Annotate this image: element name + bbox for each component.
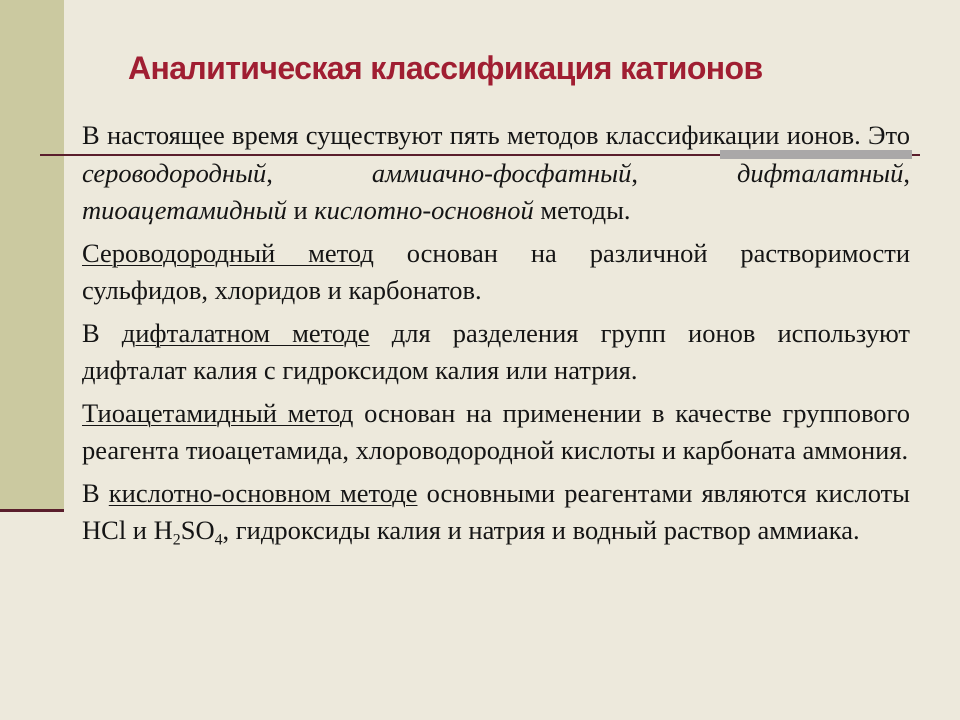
slide-title: Аналитическая классификация катионов <box>128 50 763 86</box>
paragraph-diphthalate-method <box>82 315 910 390</box>
method-name-hydrogen-sulfide: сероводородный <box>82 157 267 188</box>
subscript-4: 4 <box>214 531 223 549</box>
thioacetamide-method-text: основан на применении в качестве группового реагента тиоацетамида, хлороводородной кислоты и карбоната аммония. <box>82 397 911 465</box>
paragraph-overview <box>82 117 910 230</box>
method-name-thioacetamide: тиоацетамидный <box>82 195 287 225</box>
thioacetamide-method-heading: Тиоацетамидный метод <box>82 397 354 428</box>
diphthalate-text-start: В <box>82 317 122 348</box>
acid-base-method-heading: кислотно-основном методе <box>108 477 418 508</box>
method-name-acid-base: кислотно-основной <box>314 195 534 225</box>
separator: и <box>286 195 315 225</box>
slide-body <box>82 117 910 555</box>
subscript-2: 2 <box>172 531 181 549</box>
overview-text-end: методы. <box>533 195 631 225</box>
decorative-sidebar <box>0 0 64 510</box>
diphthalate-method-text: для разделения групп ионов используют дифталат калия с гидроксидом калия или натрия. <box>82 317 911 385</box>
sidebar-divider <box>0 509 64 512</box>
method-name-diphthalate: дифталатный <box>736 157 904 188</box>
acid-base-text-start: В <box>82 477 109 508</box>
acid-base-method-text: основными реагентами являются кислоты HCl и H <box>82 477 910 545</box>
formula-so: SO <box>180 515 215 545</box>
separator: , <box>903 157 911 188</box>
separator: , <box>631 157 737 188</box>
method-name-ammonia-phosphate: аммиачно-фосфатный <box>371 157 632 188</box>
diphthalate-method-heading: дифталатном методе <box>121 317 370 348</box>
hydrogen-sulfide-method-heading: Сероводородный метод <box>82 237 374 268</box>
acid-base-text-end: , гидроксиды калия и натрия и водный раствор аммиака. <box>222 515 860 545</box>
hydrogen-sulfide-method-text: основан на различной растворимости сульфидов, хлоридов и карбонатов. <box>82 237 910 305</box>
paragraph-thioacetamide-method <box>82 395 910 470</box>
paragraph-hydrogen-sulfide-method <box>82 235 910 310</box>
overview-text-start: В настоящее время существуют пять методов классификации ионов. Это <box>82 120 910 150</box>
paragraph-acid-base-method <box>82 475 910 550</box>
separator: , <box>266 157 372 188</box>
